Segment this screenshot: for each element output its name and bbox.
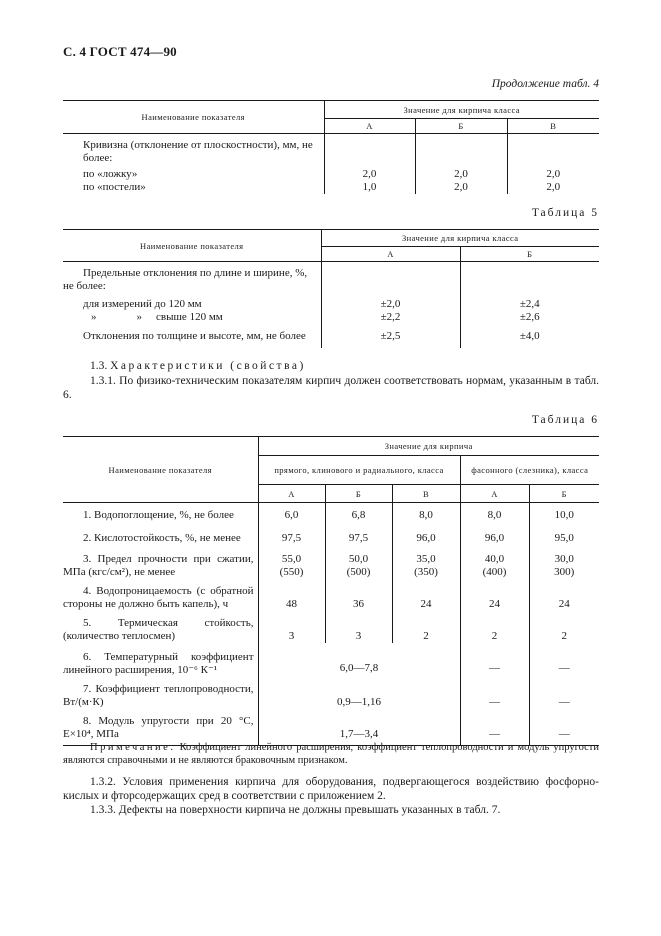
t6-cell: 36 [325,579,392,611]
t6-class: В [392,485,460,503]
table-5-label: Таблица 5 [531,207,599,219]
t4-class-a: А [324,119,415,134]
t4-class-c: В [507,119,599,134]
t6-cell: 2 [529,611,599,643]
t5-cell: ±2,5 [321,324,460,348]
t6-cell: (550) [279,565,304,578]
t5-row-label [63,311,321,324]
t6-row-label: 5. Термическая стойкость, (количество теплосмен) [63,616,254,642]
t6-class: А [258,485,325,503]
t6-class: Б [325,485,392,503]
t5-col-name: Наименование показателя [63,230,321,262]
t6-cell: 24 [392,579,460,611]
page-header: С. 4 ГОСТ 474—90 [63,44,177,59]
t6-merged-cell: 0,9—1,16 [258,677,460,709]
t4-class-b: Б [415,119,507,134]
t6-cell: — [529,643,599,677]
t4-row-label: по «ложку» [83,168,138,180]
t6-cell: 55,0 [281,552,302,565]
t6-cell: 96,0 [460,524,529,545]
t6-cell: 300) [554,565,575,578]
table-6-note [63,741,599,767]
table-6-label: Таблица 6 [531,414,599,426]
t4-cell: 2,0 [415,181,507,194]
section-title: Характеристики (свойства) [110,360,306,372]
t6-cell: 35,0 [416,552,436,565]
t6-cell: (350) [414,565,438,578]
t6-row-label: 1. Водопоглощение, %, не более [83,509,234,521]
paragraph-1-3-2: 1.3.2. Условия применения кирпича для оборудования, подвергающегося воздействию фосфорно-кислых и фторсодержащих сред в соответствии с приложением 2. [63,776,599,802]
t5-quote: » [136,311,142,323]
t6-cell: 10,0 [529,503,599,524]
t5-class-b: Б [460,247,599,262]
t4-cell: 2,0 [415,165,507,181]
t6-cell: — [460,643,529,677]
t6-cell: — [529,677,599,709]
t6-cell: (500) [346,565,371,578]
t6-cell: — [460,677,529,709]
t5-row-label: для измерений до 120 мм [83,298,202,310]
t6-cell: 6,8 [325,503,392,524]
t6-cell: 95,0 [529,524,599,545]
t6-row-label: 6. Температурный коэффициент линейного расширения, 10⁻⁶ К⁻¹ [63,650,254,676]
t6-row-label: 2. Кислотостойкость, %, не менее [83,531,241,544]
t6-cell: 2 [392,611,460,643]
t6-class: А [460,485,529,503]
t6-cell: — [529,709,599,746]
t6-cell: 6,0 [258,503,325,524]
t5-cell: ±2,4 [460,293,599,311]
t6-group-2: фасонного (слезника), класса [460,456,599,485]
t6-cell: 24 [529,579,599,611]
t6-cell: 97,5 [325,524,392,545]
t5-quote: » [91,311,97,323]
t5-row-title: Предельные отклонения по длине и ширине, %, не более: [63,267,308,292]
t6-cell: 2 [460,611,529,643]
t6-cell: 96,0 [392,524,460,545]
t6-cell: — [460,709,529,746]
t4-cell: 2,0 [507,165,599,181]
t4-col-value: Значение для кирпича класса [324,101,599,119]
t5-class-a: А [321,247,460,262]
t6-merged-cell: 6,0—7,8 [258,643,460,677]
note-lead: Примечание. [90,742,176,753]
continuation-label: Продолжение табл. 4 [491,78,599,90]
t6-cell: 24 [460,579,529,611]
t5-cell: ±2,2 [321,311,460,324]
t5-cell: ±4,0 [460,324,599,348]
section-number: 1.3. [90,360,108,372]
t6-row-label: 4. Водопроницаемость (с обратной стороны не должно быть капель), ч [63,584,254,610]
t6-cell: 3 [325,611,392,643]
t6-class: Б [529,485,599,503]
t5-row-label: Отклонения по толщине и высоте, мм, не более [83,330,306,342]
t5-cell: ±2,0 [321,293,460,311]
t6-group-1: прямого, клинового и радиального, класса [258,456,460,485]
t6-row-label: 8. Модуль упругости при 20 °С, Е×10⁴, МПа [63,709,258,746]
t4-row-title: Кривизна (отклонение от плоскостности), мм, не более: [83,139,313,164]
t5-cell: ±2,6 [460,311,599,324]
t4-col-name: Наименование показателя [63,101,324,134]
t6-cell: 30,0 [554,552,574,565]
t6-cell: 3 [258,611,325,643]
table-4-continued [63,100,599,194]
t6-cell: 40,0 [484,552,505,565]
t6-row-label: 3. Предел прочности при сжатии, МПа (кгс/см²), не менее [63,552,254,578]
t6-merged-cell: 1,7—3,4 [258,709,460,746]
t6-cell: 48 [258,579,325,611]
t6-cell: (400) [482,565,507,578]
t5-col-value: Значение для кирпича класса [321,230,599,247]
t6-col-name: Наименование показателя [63,437,258,503]
t6-cell: 97,5 [258,524,325,545]
t6-row-label: 7. Коэффициент теплопроводности, Вт/(м·К) [63,682,254,708]
t5-row-label-text: свыше 120 мм [156,311,223,323]
t6-col-value: Значение для кирпича [258,437,599,456]
t4-row-label: по «постели» [83,181,146,193]
t6-cell: 8,0 [460,503,529,524]
note-text: Коэффициент линейного расширения, коэффициент теплопроводности и модуль упругости являются справочными и не являются браковочным признаком. [63,742,600,766]
table-5 [63,229,599,348]
section-1-3-title [90,359,306,373]
table-6 [63,436,599,746]
t4-cell: 1,0 [324,181,415,194]
paragraph-1-3-3: 1.3.3. Дефекты на поверхности кирпича не должны превышать указанных в табл. 7. [90,804,501,816]
t4-cell: 2,0 [507,181,599,194]
t4-cell: 2,0 [324,165,415,181]
paragraph-1-3-1: 1.3.1. По физико-техническим показателям кирпич должен соответствовать нормам, указанным в табл. 6. [63,375,599,401]
t6-cell: 8,0 [392,503,460,524]
t6-cell: 50,0 [348,552,369,565]
